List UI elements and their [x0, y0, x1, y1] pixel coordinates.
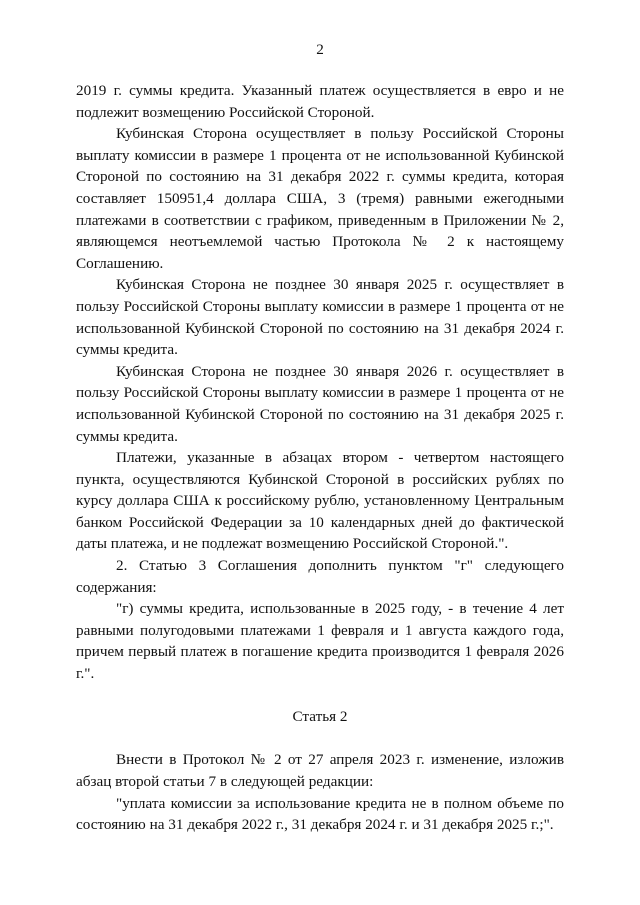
article-heading: Статья 2 — [292, 708, 348, 726]
paragraph-commission-2022: Кубинская Сторона осуществляет в пользу Российской Стороны выплату комиссии в размере 1 процента от не использованной Кубинской Стороной по состоянию на 31 декабря 2022 г. суммы кредита, которая составляет 150951,4 доллара США, 3 (тремя) равными ежегодными платежами в соответствии с графиком, приведенным в Приложении № 2, являющемся неотъемлемой частью Протокола № 2 к настоящему Соглашению. — [76, 125, 564, 272]
paragraph-payments: Платежи, указанные в абзацах втором - четвертом настоящего пункта, осуществляются Кубинской Стороной в российских рублях по курсу доллара США к российскому рублю, установленному Центральным банком Российской Федерации за 10 календарных дней до фактической даты платежа, и не подлежат возмещению Российской Стороной.". — [76, 449, 564, 553]
document-body — [76, 80, 564, 836]
spacer — [76, 685, 564, 707]
paragraph-continuation: 2019 г. суммы кредита. Указанный платеж осуществляется в евро и не подлежит возмещению Российской Стороной. — [76, 82, 564, 121]
paragraph-article3-amendment: 2. Статью 3 Соглашения дополнить пунктом "г" следующего содержания: — [76, 557, 564, 596]
spacer — [76, 728, 564, 750]
paragraph-item-g: "г) суммы кредита, использованные в 2025 году, - в течение 4 лет равными полугодовыми платежами 1 февраля и 1 августа каждого года, причем первый платеж в погашение кредита производится 1 февраля 2026 г.". — [76, 600, 564, 683]
paragraph-commission-2025: Кубинская Сторона не позднее 30 января 2026 г. осуществляет в пользу Российской Стороны выплату комиссии в размере 1 процента от не использованной Кубинской Стороной по состоянию на 31 декабря 2025 г. суммы кредита. — [76, 362, 564, 445]
paragraph-protocol-amendment: Внести в Протокол № 2 от 27 апреля 2023 г. изменение, изложив абзац второй статьи 7 в следующей редакции: — [76, 751, 564, 790]
page-number: 2 — [316, 41, 324, 58]
paragraph-commission-2024: Кубинская Сторона не позднее 30 января 2025 г. осуществляет в пользу Российской Стороны выплату комиссии в размере 1 процента от не использованной Кубинской Стороной по состоянию на 31 декабря 2024 г. суммы кредита. — [76, 276, 564, 359]
paragraph-commission-wording: "уплата комиссии за использование кредита не в полном объеме по состоянию на 31 декабря 2022 г., 31 декабря 2024 г. и 31 декабря 2025 г.;". — [76, 794, 564, 834]
